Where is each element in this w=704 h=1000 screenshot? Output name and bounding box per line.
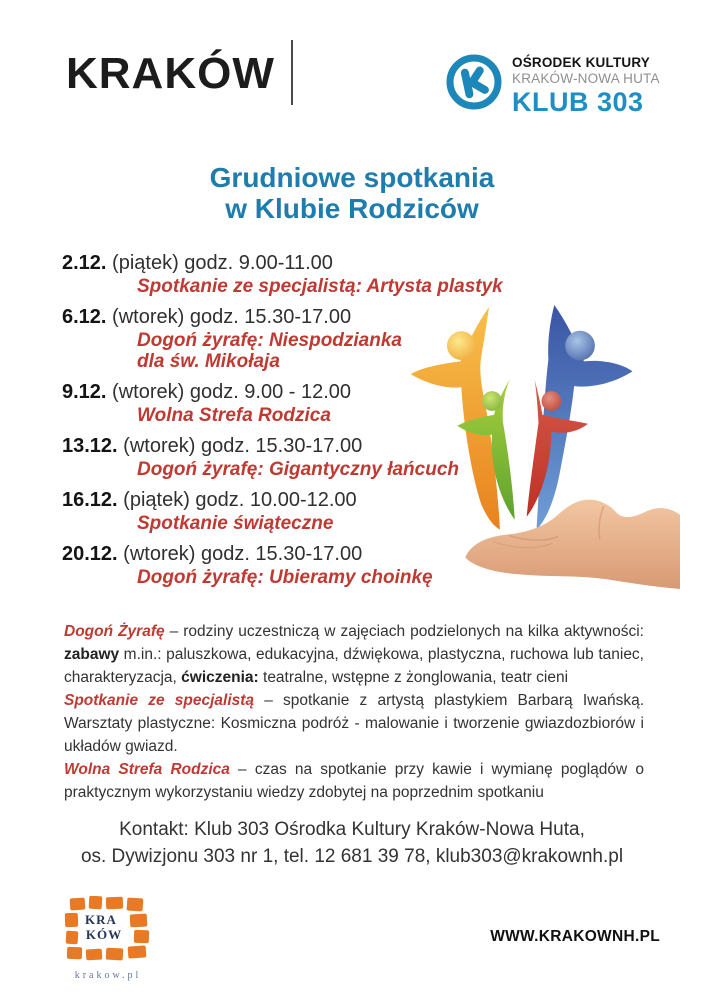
title-line2: w Klubie Rodziców — [225, 193, 479, 224]
description-paragraph — [64, 758, 644, 804]
krakow-city-logo — [62, 896, 154, 981]
description-segment: Dogoń Żyrafę — [64, 623, 165, 640]
event-name: Spotkanie świąteczne — [137, 513, 334, 534]
club-name: KLUB 303 — [512, 87, 644, 117]
schedule-date-line — [62, 250, 502, 276]
org-location: KRAKÓW-NOWA HUTA — [512, 71, 660, 86]
krakow-wordmark: KRAKÓW — [66, 49, 275, 98]
logo-text-line2: KÓW — [85, 927, 123, 942]
description-segment: Wolna Strefa Rodzica — [64, 761, 230, 778]
family-on-hand-illustration — [398, 292, 680, 604]
schedule-item — [62, 250, 502, 297]
krakow-mosaic-icon — [64, 896, 152, 962]
event-date: 13.12. — [62, 435, 118, 457]
event-day-time: (piątek) godz. 9.00-11.00 — [106, 252, 333, 274]
event-day-time: (piątek) godz. 10.00-12.00 — [117, 489, 357, 511]
website-url: WWW.KRAKOWNH.PL — [490, 928, 660, 945]
header-divider — [291, 40, 293, 105]
org-text-block — [512, 54, 660, 118]
event-date: 2.12. — [62, 252, 107, 274]
event-name: Spotkanie ze specjalistą: Artysta plastyk — [137, 276, 503, 297]
event-name: dla św. Mikołaja — [137, 351, 280, 372]
event-date: 16.12. — [62, 489, 118, 511]
event-descriptions — [64, 620, 644, 804]
event-name: Dogoń żyrafę: Ubieramy choinkę — [137, 567, 433, 588]
logo-caption: krakow.pl — [74, 970, 142, 981]
description-paragraph — [64, 689, 644, 758]
contact-info — [0, 816, 704, 870]
event-date: 20.12. — [62, 543, 118, 565]
event-day-time: (wtorek) godz. 15.30-17.00 — [117, 435, 363, 457]
event-day-time: (wtorek) godz. 15.30-17.00 — [106, 306, 352, 328]
description-segment: – rodziny uczestniczą w zajęciach podzielonych na kilka aktywności: — [164, 623, 644, 640]
description-paragraph — [64, 620, 644, 689]
description-segment: – spotkanie z artystą plastykiem Barbarą Iwańską. Warsztaty plastyczne: Kosmiczna podróż - malowanie i tworzenie gwiazdozbiorów i układów gwiazd. — [64, 692, 644, 755]
org-name: OŚRODEK KULTURY — [512, 55, 650, 70]
event-date: 6.12. — [62, 306, 107, 328]
event-day-time: (wtorek) godz. 15.30-17.00 — [117, 543, 363, 565]
contact-line2: os. Dywizjonu 303 nr 1, tel. 12 681 39 78, klub303@krakownh.pl — [80, 846, 624, 867]
event-day-time: (wtorek) godz. 9.00 - 12.00 — [106, 381, 352, 403]
description-segment: teatralne, wstępne z żonglowania, teatr cieni — [258, 669, 569, 686]
klub303-k-icon — [446, 54, 502, 110]
description-segment: Spotkanie ze specjalistą — [64, 692, 255, 709]
event-date: 9.12. — [62, 381, 107, 403]
description-segment: zabawy — [64, 646, 120, 663]
klub303-logo — [446, 54, 660, 118]
title-line1: Grudniowe spotkania — [209, 162, 495, 193]
logo-text-line1: KRA — [85, 912, 117, 927]
description-segment: – czas na spotkanie przy kawie i wymianę poglądów o praktycznym wykorzystaniu wiedzy zdobytej na poprzednim spotkaniu — [64, 761, 645, 801]
description-segment: m.in.: paluszkowa, edukacyjna, dźwiękowa, plastyczna, ruchowa lub taniec, charakteryzacja, — [64, 646, 644, 686]
page-title — [0, 162, 704, 224]
description-segment: ćwiczenia: — [181, 669, 259, 686]
event-name: Wolna Strefa Rodzica — [137, 405, 331, 426]
event-name: Dogoń żyrafę: Gigantyczny łańcuch — [137, 459, 459, 480]
event-name: Dogoń żyrafę: Niespodzianka — [137, 330, 402, 351]
contact-line1: Kontakt: Klub 303 Ośrodka Kultury Kraków-Nowa Huta, — [119, 819, 585, 840]
